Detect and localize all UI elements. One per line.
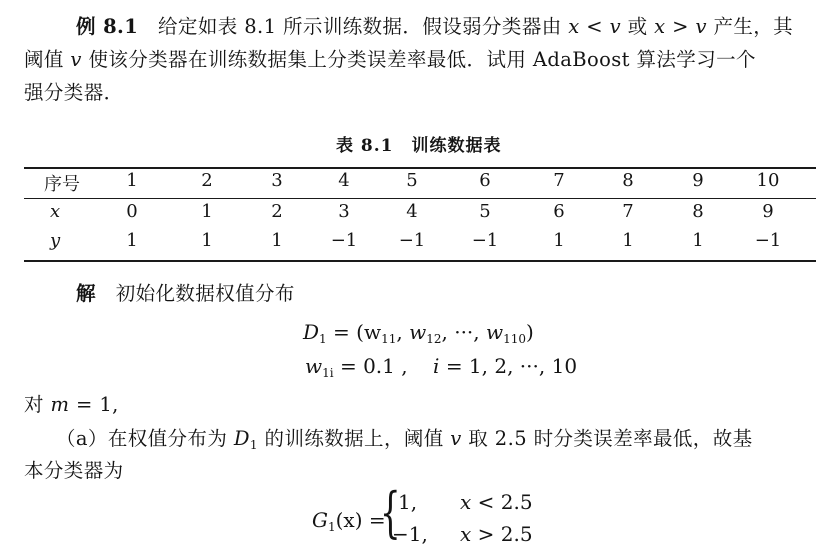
piecewise-brace: { [380, 481, 401, 544]
table-row [24, 230, 816, 258]
row-header: y [50, 230, 61, 251]
condition-less: x < v [568, 15, 621, 38]
iteration-line: 对 m = 1, [24, 393, 119, 416]
table-cell: 9 [762, 201, 774, 222]
example-text-2: 使该分类器在训练数据集上分类误差率最低．试用 AdaBoost 算法学习一个 [88, 48, 756, 71]
table-cell: 1 [553, 230, 565, 251]
row-header: 序号 [44, 174, 80, 195]
case-2: −1, [392, 522, 428, 546]
solution-text: 初始化数据权值分布 [115, 282, 295, 305]
example-text-end: 产生，其 [713, 15, 794, 38]
table-cell: 0 [126, 201, 138, 222]
table-caption: 表 8.1 训练数据表 [336, 136, 502, 156]
example-line-3: 强分类器． [24, 81, 124, 104]
classifier-lhs: $G_1(x)$ = [312, 508, 386, 534]
condition-greater: x > v [654, 15, 707, 38]
table-cell: −1 [398, 230, 426, 251]
solution-label: 解 [76, 282, 96, 305]
case-2-condition: x > 2.5 [460, 522, 533, 546]
case-1: 1, [398, 490, 418, 514]
table-row [24, 170, 816, 198]
table-cell: 1 [692, 230, 704, 251]
table-cell: −1 [754, 230, 782, 251]
table-cell: 8 [622, 170, 634, 191]
table-cell: 10 [756, 170, 780, 191]
threshold-word: 阈值 [24, 48, 64, 71]
table-cell: 4 [338, 170, 350, 191]
table-cell: 1 [201, 201, 213, 222]
table-cell: 3 [271, 170, 283, 191]
table-cell: 9 [692, 170, 704, 191]
or-word: 或 [627, 15, 648, 38]
weight-value-equation: $w_{1i} = 0.1$ , i = 1, 2, ···, 10 [305, 354, 578, 380]
row-header: x [50, 201, 61, 222]
table-cell: 8 [692, 201, 704, 222]
example-line-2 [24, 45, 756, 75]
table-cell: 5 [479, 201, 491, 222]
threshold-v: v [70, 48, 82, 71]
table-cell: 7 [622, 201, 634, 222]
table-bottom-rule [24, 260, 816, 262]
table-cell: 1 [126, 170, 138, 191]
solution-line [76, 279, 295, 309]
table-header-rule [24, 198, 816, 199]
table-cell: 6 [479, 170, 491, 191]
table-cell: 1 [622, 230, 634, 251]
table-cell: −1 [330, 230, 358, 251]
table-cell: 2 [271, 201, 283, 222]
example-text: 给定如表 8.1 所示训练数据．假设弱分类器由 [158, 15, 562, 38]
table-cell: 4 [406, 201, 418, 222]
table-cell: 1 [271, 230, 283, 251]
table-cell: 3 [338, 201, 350, 222]
table-cell: 6 [553, 201, 565, 222]
table-cell: 1 [126, 230, 138, 251]
table-row [24, 201, 816, 229]
table-cell: −1 [471, 230, 499, 251]
table-cell: 7 [553, 170, 565, 191]
example-line-1 [76, 12, 793, 42]
example-label: 例 8.1 [76, 15, 139, 38]
table-cell: 2 [201, 170, 213, 191]
table-top-rule [24, 167, 816, 169]
case-1-condition: x < 2.5 [460, 490, 533, 514]
table-cell: 5 [406, 170, 418, 191]
weight-distribution-equation: $D_1 = (w_{11}$, $w_{12}$, ···, $w_{110}$) [303, 320, 534, 346]
step-a-line-2: 本分类器为 [24, 459, 124, 482]
table-cell: 1 [201, 230, 213, 251]
step-a-line-1: （a）在权值分布为 $D_1$ 的训练数据上，阈值 v 取 2.5 时分类误差率最低，故基 [56, 427, 753, 452]
